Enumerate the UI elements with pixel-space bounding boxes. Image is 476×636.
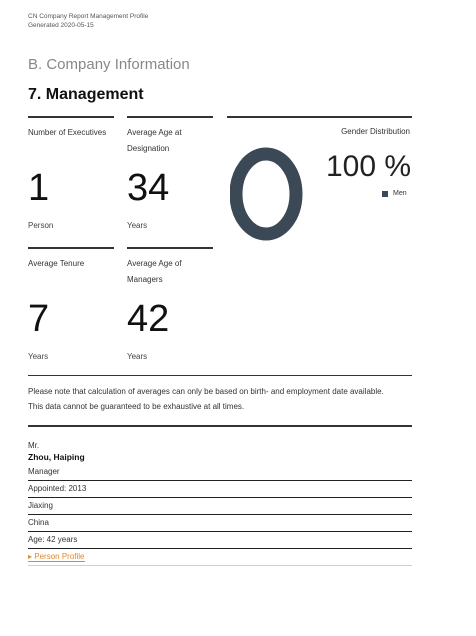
page-title: 7. Management	[28, 86, 144, 103]
stat-executives	[28, 125, 114, 230]
person-profile-link[interactable]: ▸ Person Profile	[28, 552, 85, 561]
stat-tenure-unit: Years	[28, 352, 49, 361]
stat-age-designation-unit: Years	[127, 221, 148, 230]
manager-city: Jiaxing	[28, 498, 412, 515]
stat-age-managers-label: Average Age of Managers	[127, 259, 182, 284]
stat-executives-unit: Person	[28, 221, 54, 230]
stat-age-managers	[127, 256, 213, 361]
manager-tenure: Appointed: 2013	[28, 481, 412, 498]
stat-tenure	[28, 256, 114, 361]
manager-heading: Mr.	[28, 441, 40, 450]
gender-legend	[382, 190, 407, 197]
manager-country: China	[28, 515, 412, 532]
section-title: B. Company Information	[28, 56, 190, 73]
meta-line-1: CN Company Report Management Profile	[28, 13, 149, 20]
stat-age-managers-unit: Years	[127, 352, 148, 361]
stat-executives-label: Number of Executives	[28, 128, 107, 137]
rule-note-top	[28, 375, 412, 376]
stat-age-designation	[127, 125, 213, 230]
stat-age-designation-label: Average Age at Designation	[127, 128, 182, 153]
rule-executives-top	[28, 116, 114, 118]
rule-gender-top	[227, 116, 412, 118]
meta-line-2: Generated 2020-05-15	[28, 22, 94, 29]
gender-title: Gender Distribution	[341, 127, 410, 136]
rule-designation-top	[127, 116, 213, 118]
manager-name: Zhou, Haiping	[28, 452, 85, 462]
person-profile-link-label: Person Profile	[34, 552, 85, 561]
stat-age-managers-value: 42	[127, 298, 170, 340]
gender-donut-chart	[230, 146, 320, 242]
data-note: Please note that calculation of averages can only be based on birth- and employment date available. This data cannot be guaranteed to be exhaustive at all times.	[28, 387, 384, 411]
gender-percent: 100 %	[326, 150, 412, 183]
manager-profile-row	[28, 549, 412, 566]
rule-managers-top	[127, 247, 213, 249]
report-header-meta	[28, 12, 148, 30]
legend-swatch-men	[382, 191, 388, 197]
rule-tenure-top	[28, 247, 114, 249]
stat-executives-value: 1	[28, 167, 50, 209]
stat-tenure-label: Average Tenure	[28, 259, 85, 268]
rule-list-top	[28, 425, 412, 427]
stat-age-designation-value: 34	[127, 167, 170, 209]
manager-role: Manager	[28, 464, 412, 481]
stat-tenure-value: 7	[28, 298, 50, 340]
manager-list	[28, 438, 412, 566]
legend-label-men: Men	[393, 190, 407, 197]
manager-age: Age: 42 years	[28, 532, 412, 549]
gender-donut-ring	[236, 154, 296, 234]
